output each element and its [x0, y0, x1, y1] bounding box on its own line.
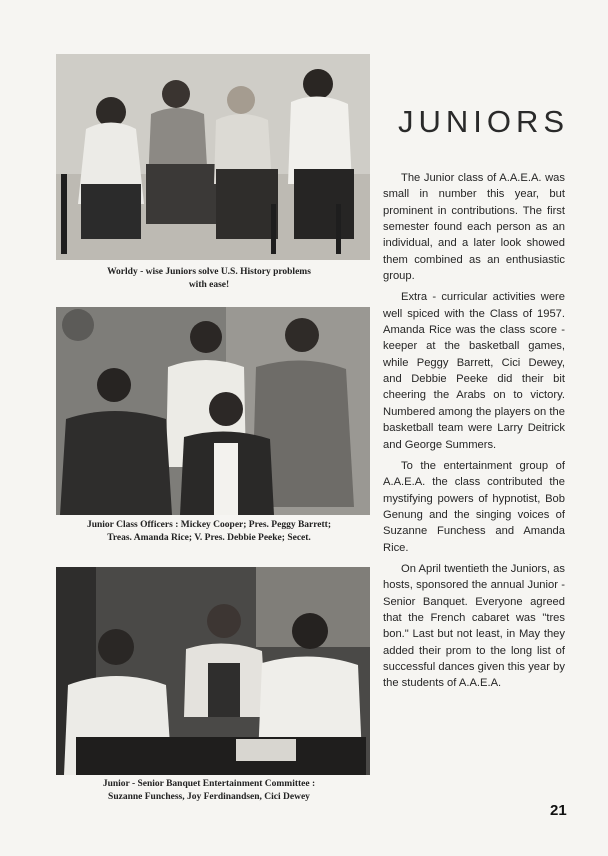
- article-paragraph: To the entertainment group of A.A.E.A. the class contributed the mystifying powers of hypnotist, Bob Genung and the singing voices of Suzanne Funchess and Amanda Rice.: [383, 459, 565, 554]
- caption-3-line-1: Junior - Senior Banquet Entertainment Committee :: [102, 779, 316, 789]
- page-title: JUNIORS: [398, 104, 570, 139]
- photo-caption-1: [48, 266, 370, 292]
- photo-caption-2: [48, 519, 370, 545]
- article-paragraph: Extra - curricular activities were well spiced with the Class of 1957. Amanda Rice was the class score - keeper at the basketball games, while Peggy Barrett, Cici Dewey, and Debbie Peeke did their bit cheering the Arabs on to victory. Numbered among the players on the basketball team were Larry Deitrick and George Summers.: [383, 291, 565, 451]
- caption-2-line-2: Treas. Amanda Rice; V. Pres. Debbie Peeke; Secet.: [107, 533, 311, 543]
- photo-class-officers: [56, 307, 370, 515]
- photo-banquet-committee: [56, 567, 370, 775]
- photo-history-class: [56, 54, 370, 260]
- caption-2-line-1: Junior Class Officers : Mickey Cooper; Pres. Peggy Barrett;: [86, 520, 332, 530]
- article-body: [383, 170, 565, 697]
- article-paragraph: On April twentieth the Juniors, as hosts, sponsored the annual Junior - Senior Banquet. Everyone agreed that the French cabaret was "tres bon." Last but not least, in May they added their prom to the long list of successful dances given this year by the students of A.A.E.A.: [383, 562, 565, 690]
- page-number: 21: [550, 802, 567, 819]
- caption-1-line-1: Worldy - wise Juniors solve U.S. History problems: [107, 267, 311, 277]
- photo-caption-3: [48, 778, 370, 804]
- caption-1-line-2: with ease!: [188, 280, 230, 290]
- caption-3-line-2: Suzanne Funchess, Joy Ferdinandsen, Cici Dewey: [108, 792, 310, 802]
- article-paragraph: The Junior class of A.A.E.A. was small in number this year, but prominent in contributions. The first semester found each person as an individual, and a later look showed them combined as an enthusiastic group.: [383, 172, 565, 283]
